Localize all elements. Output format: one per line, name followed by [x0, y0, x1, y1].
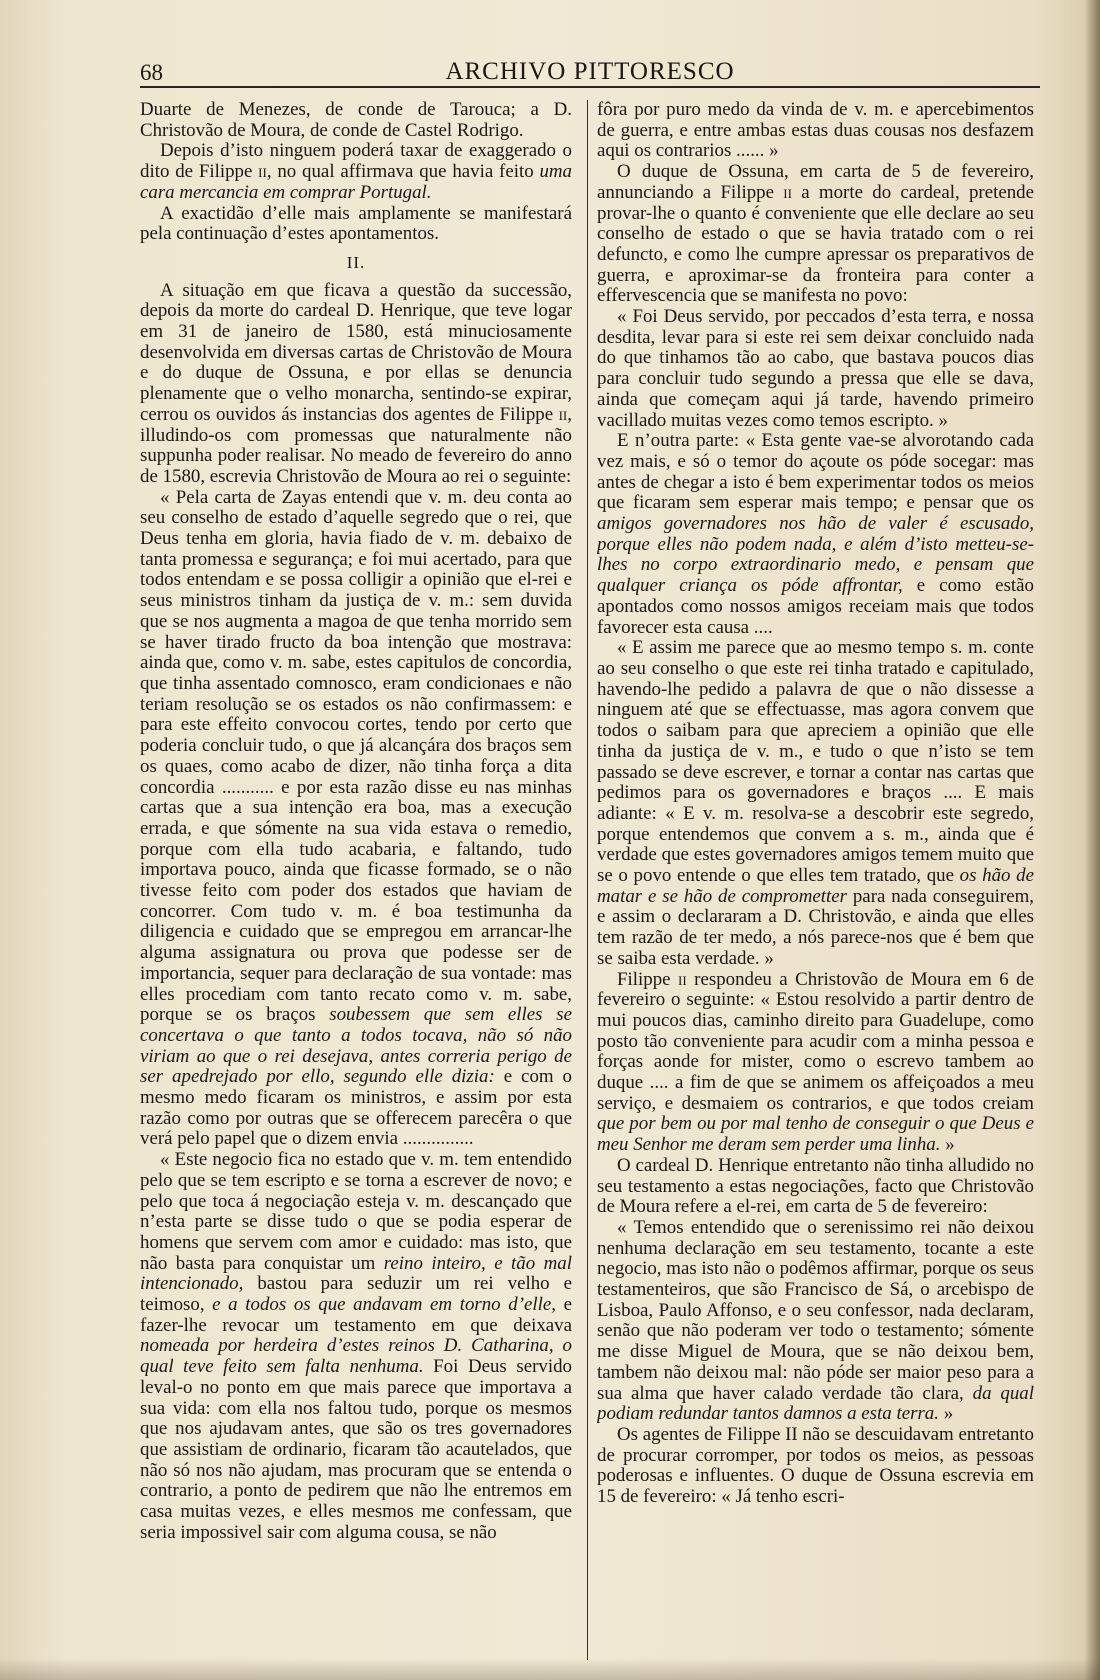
italic-text: que por bem ou por mal tenho de conseguir o que Deus e meu Senhor me deram sem perder uma linha. [597, 1113, 1034, 1156]
text: , illudindo-os com promessas que naturalmente não suppunha poder realisar. No meado de fevereiro do anno de 1580, escrevia Christovão de Moura ao rei o seguinte: [140, 403, 572, 487]
paragraph [597, 1218, 1034, 1425]
text: Filippe [617, 968, 679, 990]
text: Depois d’isto ninguem poderá taxar de exaggerado o dito de Filippe [140, 140, 572, 183]
text: Duarte de Menezes, de conde de Tarouca; a D. Christovão de Moura, de conde de Castel Rodrigo. [140, 100, 572, 141]
text: e como estão apontados como nossos amigos receiam mais que todos favorecer esta causa .... [597, 575, 1034, 638]
journal-title: ARCHIVO PITTORESCO [445, 58, 735, 85]
text: bastou para seduzir um rei velho e teimoso, [140, 1273, 572, 1316]
paragraph [140, 100, 572, 141]
text: « Foi Deus servido, por peccados d’esta terra, e nossa desdita, levar para si este rei sem deixar concluido nada do que tinhamos tão ao cabo, que bastava poucos dias para concluir tudo segundo a pressa que elle se dava, ainda que começam aqui já tarde, havendo primeiro vacillado muitas vezes como temos escripto. » [597, 306, 1034, 431]
running-head [140, 54, 1040, 86]
paragraph [597, 1425, 1034, 1508]
paragraph [597, 162, 1034, 307]
paragraph [597, 431, 1034, 638]
text: fôra por puro medo da vinda de v. m. e apercebimentos de guerra, e entre ambas estas duas cousas nos desfazem aqui os contrarios ...... » [597, 100, 1034, 162]
text: O cardeal D. Henrique entretanto não tinha alludido no seu testamento a estas negociações, facto que Christovão de Moura refere a el-rei, em carta de 5 de fevereiro: [597, 1154, 1034, 1218]
text: Foi Deus servido leval-o no ponto em que mais parece que importava a sua vida: com ella nos faltou tudo, porque os mesmos que nos ajudavam antes, que são os tres governadores que assistiam de ordinario, ficaram tão acautelados, que não só nos não ajudam, mas procuram que se entenda o contrario, a ponto de pedirem que não lhe entremos em casa muitas vezes, e elles mesmos me confessam, que seria impossivel sair com alguma cousa, se não [140, 1356, 572, 1543]
roman-numeral: ii [258, 161, 267, 183]
paragraph [597, 307, 1034, 431]
text: « Temos entendido que o serenissimo rei não deixou nenhuma declaração em seu testamento, tocante a este negocio, mas isto não o podêmos affirmar, porque os seus testamenteiros, que são Francisco de Sá, o arcebispo de Lisboa, Paulo Affonso, e o seu confessor, nada declaram, senão que não poderam ver todo o testamento; sómente me disse Miguel de Moura, que se não deixou bem, tambem não deixou mal: não póde ser maior peso para a sua alma que haver calado verdade tão clara, [597, 1216, 1034, 1404]
column-divider [587, 100, 588, 1660]
italic-text: e a todos os que andavam em torno d’elle, [212, 1294, 556, 1316]
paragraph [597, 1156, 1034, 1218]
text: e com o mesmo medo ficaram os ministros, e assim por esta razão como por outras que se offerecem parecêra o que verá pelo papel que o dizem envia ............... [140, 1066, 572, 1150]
page-number: 68 [140, 60, 163, 85]
paragraph [597, 970, 1034, 1156]
right-column [597, 100, 1034, 1665]
text: » [940, 1134, 955, 1156]
text: a morte do cardeal, pretende provar-lhe o quanto é conveniente que elle declare ao seu conselho de estado o que se havia tratado com o rei defuncto, e como lhe cumpre apressar os preparativos de guerra, e aproximar-se da fronteira para conter a effervescencia que se manifesta no povo: [597, 181, 1034, 307]
italic-text: uma cara mercancia em comprar Portugal. [140, 161, 572, 203]
paragraph [597, 100, 1034, 162]
paragraph [140, 281, 572, 488]
header-rule [140, 86, 1040, 88]
text: e fazer-lhe revocar um testamento em que deixava [140, 1294, 572, 1336]
text: A situação em que ficava a questão da successão, depois da morte do cardeal D. Henrique, que teve logar em 31 de janeiro de 1580, está minuciosamente desenvolvida em diversas cartas de Christovão de Moura e do duque de Ossuna, e por ellas se denuncia plenamente que o velho monarcha, sentindo-se expirar, cerrou os ouvidos ás instancias dos agentes de Filippe [140, 279, 572, 425]
text: respondeu a Christovão de Moura em 6 de fevereiro o seguinte: « Estou resolvido a partir dentro de mui poucos dias, caminho direito para Guadelupe, como posto tão conveniente para acudir com a minha pessoa e forças aonde for mister, como o escrevo tambem ao duque .... a fim de que se animem os affeiçoados a meu serviço, e desmaiem os contrarios, e que todos creiam [597, 968, 1034, 1114]
paragraph [140, 488, 572, 1151]
text: E n’outra parte: « Esta gente vae-se alvorotando cada vez mais, e só o temor do açoute os póde socegar: mas antes de chegar a isto é bem experimentar todos os meios que ficaram sem esperar mais tempo; e pensar que os [597, 430, 1034, 514]
italic-text: os hão de matar e se hão de comprometter [597, 865, 1034, 907]
text: para nada conseguirem, e assim o declararam a D. Christovão, e ainda que elles tem razão de ter medo, a nós parece-nos que é bem que se saiba esta verdade. » [597, 885, 1034, 969]
italic-text: amigos governadores nos hão de valer é escusado, porque elles não podem nada, e além d’isto metteu-se-lhes no corpo extraordinario medo, e pensam que qualquer criança os póde affrontar, [597, 513, 1034, 597]
text: Os agentes de Filippe II não se descuidavam entretanto de procurar corromper, por todos os meios, as pessoas poderosas e influentes. O duque de Ossuna escrevia em 15 de fevereiro: « Já tenho escri- [597, 1424, 1034, 1508]
text: « Este negocio fica no estado que v. m. tem entendido pelo que se tem escripto e se torna a escrever de novo; e pelo que toca á negociação esteja v. m. descançado que n’esta parte se disse tudo o que se podia esperar de homens que servem com amor e cuidado: mas isto, que não basta para conquistar um [140, 1149, 572, 1274]
text: O duque de Ossuna, em carta de 5 de fevereiro, annunciando a Filippe [597, 161, 1034, 203]
italic-text: reino inteiro, e tão mal intencionado, [140, 1252, 572, 1295]
left-column [140, 100, 572, 1665]
italic-text: nomeada por herdeira d’estes reinos D. Catharina, o qual teve feito sem falta nenhuma. [140, 1335, 572, 1378]
paragraph [597, 638, 1034, 969]
paragraph [140, 1150, 572, 1543]
italic-text: soubessem que sem elles se concertava o que tanto a todos tocava, não só não viriam ao que o rei desejava, antes correria perigo de ser apedrejado por ello, segundo elle dizia: [140, 1004, 572, 1088]
italic-text: da qual podiam redundar tantos damnos a esta terra. [597, 1382, 1034, 1425]
text: « Pela carta de Zayas entendi que v. m. deu conta ao seu conselho de estado d’aquelle segredo que o rei, que Deus tenha em gloria, havia fiado de v. m. debaixo de tanta promessa e segurança; e foi mui acertado, para que todos entendam e se possa colligir a opinião que el-rei e seus ministros tinham da justiça de v. m.: sem duvida que se nos augmenta a magoa de que tenha morrido sem se haver tirado fructo da boa intenção que mostrava: ainda que, como v. m. sabe, estes capitulos de concordia, que tinha assentado comnosco, eram condicionaes e não teriam resolução se os estados os não confirmassem: e para este effeito convocou cortes, tendo por certo que poderia concluir tudo, o que já alcançára dos braços sem os quaes, como acabo de dizer, não tinha força a dita concordia ........... e por esta razão disse eu nas minhas cartas que a sua intenção era boa, mas a execução errada, e que sómente na sua vida estava o remedio, porque com ella tudo acabaria, e faltando, tudo importava pouco, ainda que ficasse formado, se o não tivesse feito com poder dos estados que haviam de concorrer. Com tudo v. m. é boa testimunha da diligencia e cuidado que se empregou em arrancar-lhe alguma assignatura ou prova que podesse ser de importancia, sequer para declaração de sua vontade: mas elles procediam com tanto recato como v. m. sabe, porque se os braços [140, 486, 572, 1026]
paragraph [140, 204, 572, 245]
paragraph [140, 141, 572, 203]
text: A exactidão d’elle mais amplamente se manifestará pela continuação d’estes apontamentos. [140, 202, 572, 245]
roman-numeral: ii [558, 403, 568, 425]
roman-numeral: ii [783, 181, 792, 203]
page-edge-shadow [1084, 0, 1100, 1680]
roman-numeral: ii [678, 968, 687, 990]
text: , no qual affirmava que havia feito [266, 161, 540, 183]
text: » [938, 1403, 954, 1425]
section-number: II. [346, 252, 366, 272]
text: « E assim me parece que ao mesmo tempo s. m. conte ao seu conselho o que este rei tinha tratado e capitulado, havendo-lhe pedido a palavra de que o não dissesse a ninguem até que se effectuasse, mas agora convem que todos o saibam para que apreciem a opinião que elle tinha da justiça de v. m., e tudo o que n’isto se tem passado se deve escrever, e tornar a contar nas cartas que pedimos para os governadores e braços .... E mais adiante: « E v. m. resolva-se a descobrir este segredo, porque entendemos que convem a s. m., ainda que é verdade que estes governadores amigos temem muito que se o povo entende o que elles tem tratado, que [597, 637, 1034, 887]
